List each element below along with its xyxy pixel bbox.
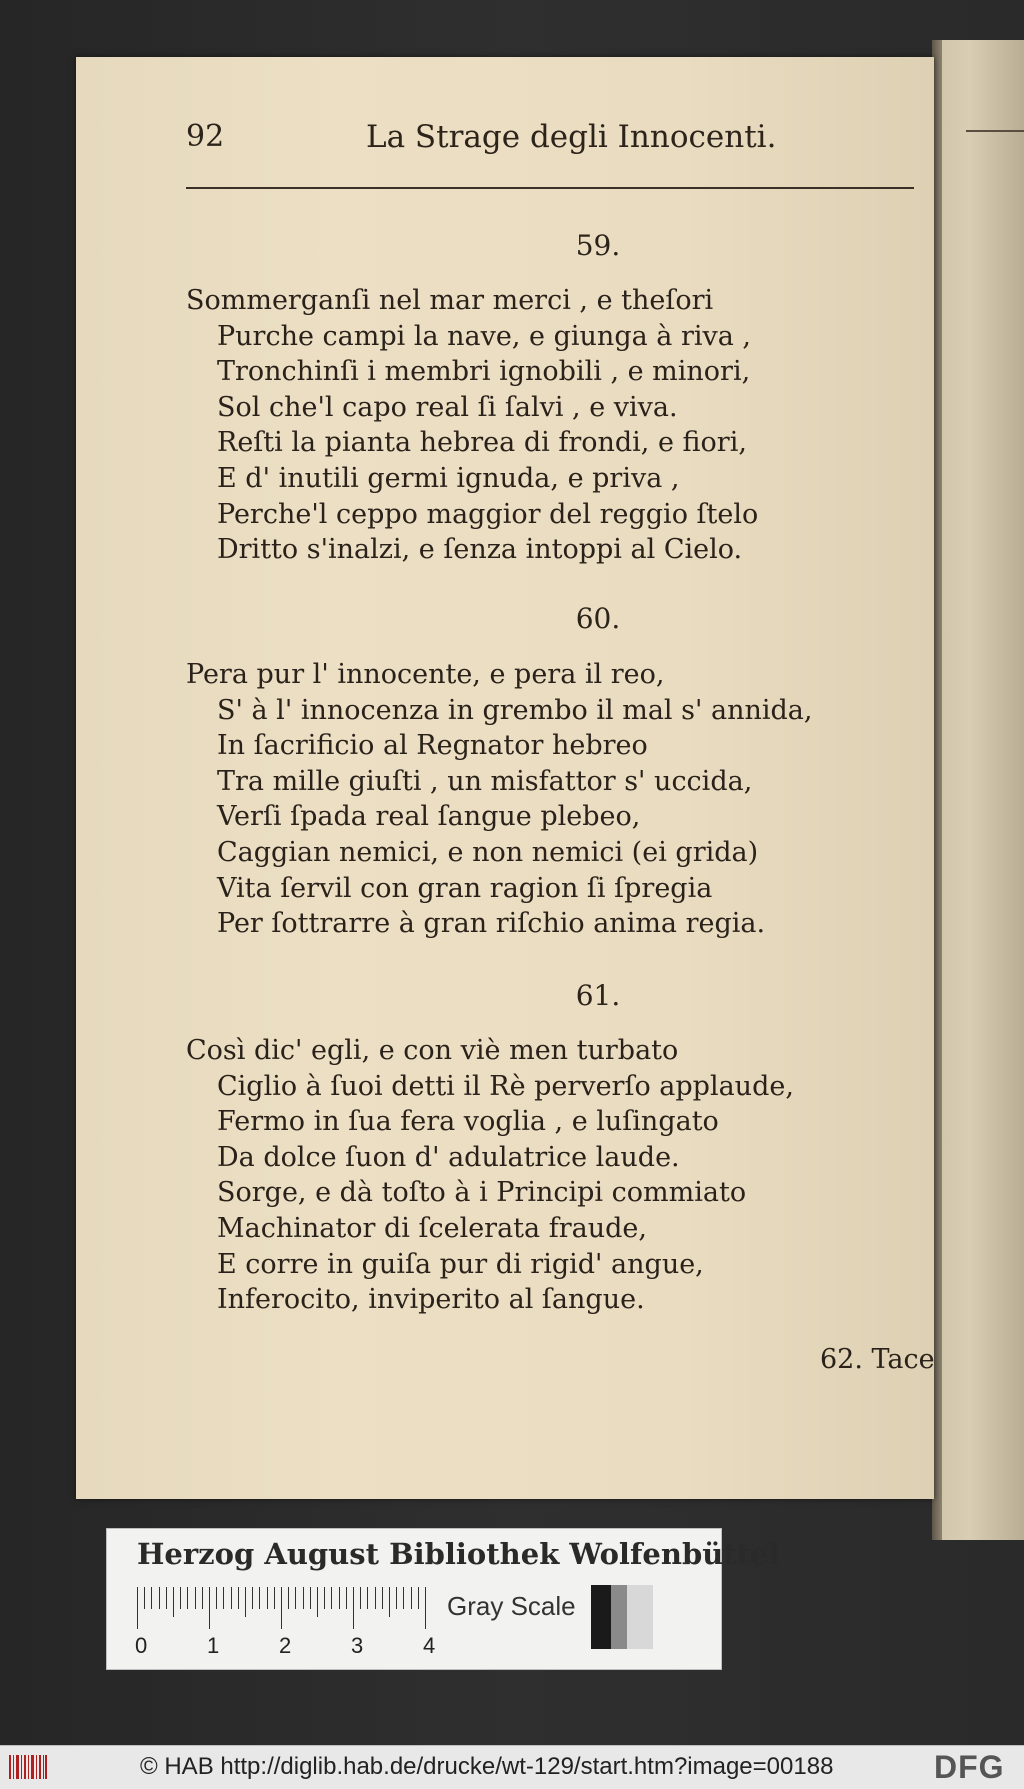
ruler-tick xyxy=(310,1587,311,1609)
ruler-tick xyxy=(209,1587,210,1629)
verse-line: Tra mille giuſti , un misfattor s' uccida, xyxy=(217,765,753,797)
facing-page-edge xyxy=(932,40,1024,1540)
ruler-number: 0 xyxy=(135,1633,148,1658)
ruler-tick xyxy=(403,1587,404,1609)
page-number: 92 xyxy=(186,119,225,154)
catchword: 62. Tace xyxy=(820,1344,935,1375)
ruler-tick xyxy=(151,1587,152,1609)
stanza-number: 61. xyxy=(575,979,621,1012)
ruler-tick xyxy=(389,1587,390,1617)
ruler-tick xyxy=(216,1587,217,1609)
verse-line: E d' inutili germi ignuda, e priva , xyxy=(217,462,680,494)
verse-line: Da dolce ſuon d' adulatrice laude. xyxy=(217,1141,680,1173)
ruler-tick xyxy=(411,1587,412,1609)
header-rule xyxy=(186,187,914,189)
ruler-tick xyxy=(144,1587,145,1609)
gray-swatch-mid xyxy=(611,1585,627,1649)
verse-line: Dritto s'inalzi, e ſenza intoppi al Cielo. xyxy=(217,534,743,566)
verse-line: Purche campi la nave, e giunga à riva , xyxy=(217,320,752,352)
ruler-tick xyxy=(231,1587,232,1609)
gray-swatch-light xyxy=(627,1585,653,1649)
ruler-tick xyxy=(353,1587,354,1629)
ruler-tick xyxy=(259,1587,260,1609)
ruler-tick xyxy=(252,1587,253,1609)
ruler-tick xyxy=(367,1587,368,1609)
verse-line: Sorge, e dà toſto à i Principi commiato xyxy=(217,1177,747,1209)
ruler-tick xyxy=(223,1587,224,1609)
ruler-numbers xyxy=(135,1633,455,1661)
verse-line: Caggian nemici, e non nemici (ei grida) xyxy=(217,836,759,868)
ruler-tick xyxy=(137,1587,138,1629)
verse-line: Verſi ſpada real ſangue plebeo, xyxy=(217,801,641,833)
dfg-logo: DFG xyxy=(934,1749,1005,1785)
ruler-tick xyxy=(303,1587,304,1609)
verse-line: Perche'l ceppo maggior del reggio ſtelo xyxy=(217,498,759,530)
ruler-tick xyxy=(202,1587,203,1609)
ruler-tick xyxy=(346,1587,347,1609)
ruler-tick xyxy=(418,1587,419,1609)
facing-page-rule xyxy=(966,130,1024,132)
ruler-tick xyxy=(173,1587,174,1617)
verse-line: E corre in guiſa pur di rigid' angue, xyxy=(217,1248,704,1280)
ruler-tick xyxy=(281,1587,282,1629)
stanza-number: 60. xyxy=(575,602,621,635)
gray-swatch-black xyxy=(591,1585,611,1649)
verse-line: Reſti la pianta hebrea di frondi, e fiori, xyxy=(217,427,747,459)
ruler-tick xyxy=(238,1587,239,1609)
verse-line: Sol che'l capo real ſi ſalvi , e viva. xyxy=(217,391,678,423)
ruler-tick xyxy=(360,1587,361,1609)
book-page xyxy=(76,57,934,1499)
color-reference-card xyxy=(106,1528,780,1670)
ruler-tick xyxy=(382,1587,383,1609)
barcode-icon xyxy=(8,1752,48,1782)
ruler-tick xyxy=(180,1587,181,1609)
ruler-tick xyxy=(245,1587,246,1617)
verse-line: S' à l' innocenza in grembo il mal s' annida, xyxy=(217,694,813,726)
ruler-tick xyxy=(331,1587,332,1609)
ruler-tick xyxy=(317,1587,318,1617)
ruler-tick xyxy=(159,1587,160,1609)
ruler-tick xyxy=(267,1587,268,1609)
verse-line: Per ſottrarre à gran riſchio anima regia. xyxy=(217,908,766,940)
ruler-tick xyxy=(166,1587,167,1609)
ruler-number: 1 xyxy=(207,1633,220,1658)
stanza xyxy=(186,283,826,568)
ruler-tick xyxy=(295,1587,296,1609)
copyright-url[interactable]: © HAB http://diglib.hab.de/drucke/wt-129/start.htm?image=00188 xyxy=(140,1753,834,1780)
stanza xyxy=(186,657,826,942)
ruler-tick xyxy=(375,1587,376,1609)
verse-line: Machinator di ſcelerata fraude, xyxy=(217,1212,647,1244)
verse-line: Pera pur l' innocente, e pera il reo, xyxy=(186,659,665,690)
gray-scale-label: Gray Scale xyxy=(447,1591,576,1621)
running-title: La Strage degli Innocenti. xyxy=(366,119,777,155)
stanza xyxy=(186,1033,826,1318)
ruler-number: 2 xyxy=(279,1633,292,1658)
ruler xyxy=(137,1587,437,1629)
ruler-tick xyxy=(187,1587,188,1609)
ruler-tick xyxy=(396,1587,397,1609)
ruler-tick xyxy=(324,1587,325,1609)
ruler-tick xyxy=(425,1587,426,1629)
verse-line: Così dic' egli, e con viè men turbato xyxy=(186,1035,679,1066)
verse-line: Tronchinſi i membri ignobili , e minori, xyxy=(217,356,751,388)
running-head xyxy=(186,119,806,179)
verse-line: In ſacrificio al Regnator hebreo xyxy=(217,730,648,762)
ruler-tick xyxy=(288,1587,289,1609)
verse-line: Ciglio à ſuoi detti il Rè perverſo applaude, xyxy=(217,1070,794,1102)
library-name: Herzog August Bibliothek Wolfenbüttel xyxy=(137,1537,780,1571)
ruler-number: 3 xyxy=(351,1633,364,1658)
verse-line: Inferocito, inviperito al ſangue. xyxy=(217,1284,645,1316)
ruler-number: 4 xyxy=(423,1633,436,1658)
ruler-tick xyxy=(274,1587,275,1609)
ruler-tick xyxy=(339,1587,340,1609)
verse-line: Vita ſervil con gran ragion ſi ſpregia xyxy=(217,872,713,904)
footer-bar xyxy=(0,1745,1024,1789)
verse-line: Sommerganſi nel mar merci , e theſori xyxy=(186,285,714,316)
stanza-number: 59. xyxy=(575,229,621,262)
ruler-tick xyxy=(195,1587,196,1609)
verse-line: Fermo in ſua fera voglia , e luſingato xyxy=(217,1106,719,1138)
